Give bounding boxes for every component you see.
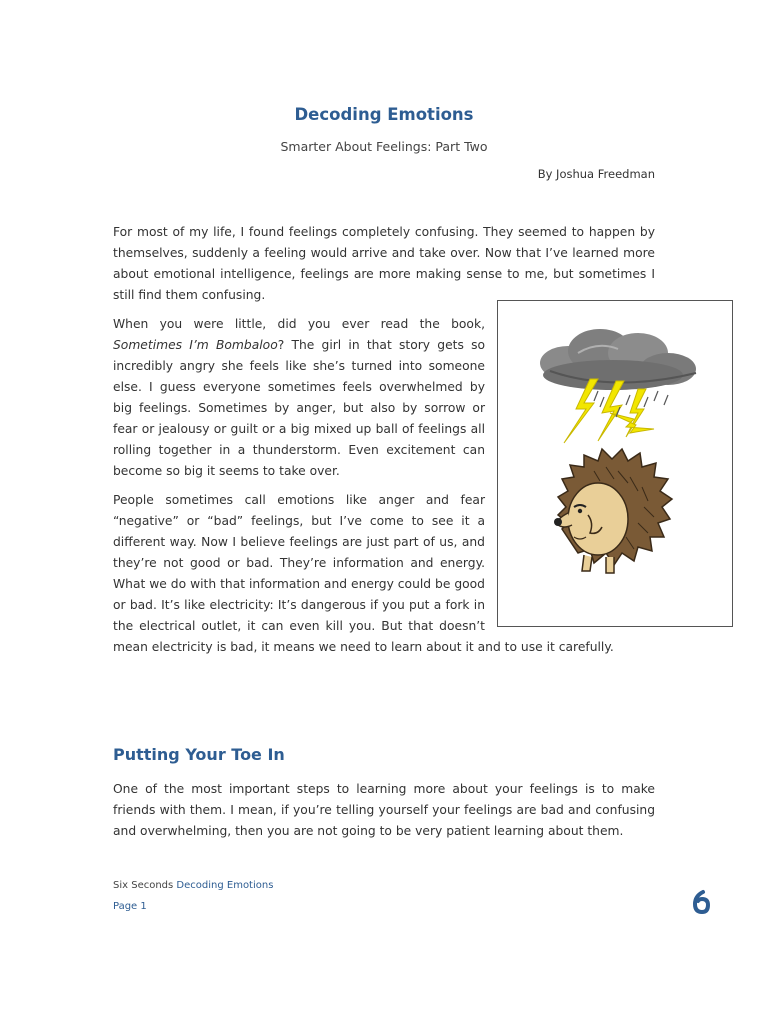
paragraph-2-rest: ? The girl in that story gets so incredibly angry she feels like she’s turned into someone else. I guess everyone sometimes feels overwhelmed by big feelings. Sometimes by anger, but also by sorrow or fear or jealousy or guilt or a big mixed up ball of feelings all rolling together in a thunderstorm. Even excitement can become so big it seems to take over. <box>113 338 485 478</box>
author-byline: By Joshua Freedman <box>537 167 655 181</box>
document-subtitle: Smarter About Feelings: Part Two <box>280 139 488 154</box>
book-title: Sometimes I’m Bombaloo <box>113 338 278 352</box>
six-seconds-logo-icon <box>690 889 712 915</box>
illustration-frame <box>497 300 733 627</box>
footer-doc-title: Decoding Emotions <box>176 880 274 891</box>
footer-org: Six Seconds <box>113 880 177 891</box>
hedgehog-icon <box>554 449 672 573</box>
page-number: Page 1 <box>113 901 147 912</box>
footer-title <box>113 880 273 891</box>
paragraph-3: People sometimes call emotions like anger and fear “negative” or “bad” feelings, but I’ve come to see it a different way. Now I believe feelings are just part of us, and they’re not good or bad. They’re information and energy. What we do with that information and energy could be good or bad. It’s like electricity: It’s dangerous if you put a fork in the electrical outlet, it can even kill you. But that doesn’t mean electricity is bad, it means we need to learn about it and to use it carefully. <box>113 493 614 654</box>
wrapped-text-block <box>113 314 655 666</box>
paragraph-4: One of the most important steps to learning more about your feelings is to make friends with them. I mean, if you’re telling yourself your feelings are bad and confusing and overwhelming, then you are not going to be very patient learning about them. <box>113 782 655 838</box>
paragraph-2-lead: When you were little, did you ever read the book, <box>113 317 485 331</box>
paragraph-1: For most of my life, I found feelings completely confusing. They seemed to happen by themselves, suddenly a feeling would arrive and take over. Now that I’ve learned more about emotional intelligence, feelings are more making sense to me, but sometimes I still find them confusing. <box>113 225 655 302</box>
document-title: Decoding Emotions <box>294 105 474 124</box>
storm-cloud-and-hedgehog-icon <box>498 301 732 626</box>
section-heading: Putting Your Toe In <box>113 745 285 764</box>
